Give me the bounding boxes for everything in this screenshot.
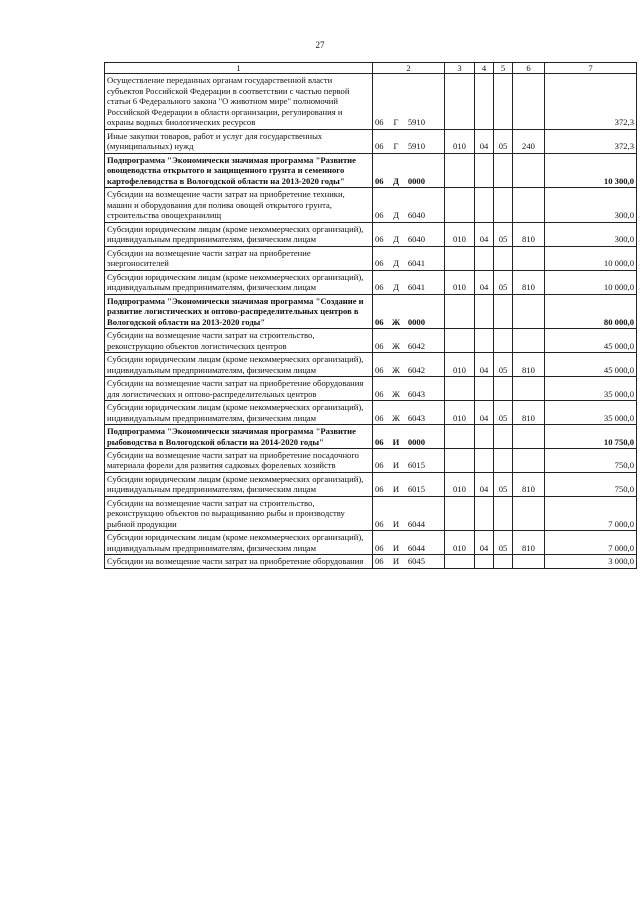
row-col-5: 05 xyxy=(494,129,513,153)
code-part-a: 06 xyxy=(375,484,384,495)
row-sum: 300,0 xyxy=(545,222,637,246)
row-col-6 xyxy=(513,425,545,449)
row-col-5: 05 xyxy=(494,353,513,377)
code-part-b: Д xyxy=(393,175,399,186)
row-sum: 45 000,0 xyxy=(545,353,637,377)
row-name: Подпрограмма "Экономически значимая программа "Развитие рыбоводства в Вологодской области на 2014-2020 годы" xyxy=(105,425,373,449)
row-sum: 372,3 xyxy=(545,74,637,129)
row-sum: 10 300,0 xyxy=(545,153,637,187)
row-col-5 xyxy=(494,496,513,530)
row-col-5: 05 xyxy=(494,270,513,294)
table-row xyxy=(105,555,637,568)
row-col-5 xyxy=(494,188,513,222)
row-sum: 7 000,0 xyxy=(545,496,637,530)
row-col-6 xyxy=(513,496,545,530)
code-part-a: 06 xyxy=(375,340,384,351)
code-part-c: 6040 xyxy=(407,234,425,245)
row-code xyxy=(373,496,445,530)
code-part-c: 6041 xyxy=(407,258,425,269)
row-col-3 xyxy=(445,153,475,187)
row-code xyxy=(373,472,445,496)
row-sum: 750,0 xyxy=(545,472,637,496)
row-col-6: 810 xyxy=(513,531,545,555)
code-part-c: 0000 xyxy=(407,316,425,327)
row-col-5 xyxy=(494,425,513,449)
table-row xyxy=(105,129,637,153)
code-part-b: Ж xyxy=(392,340,400,351)
table-row xyxy=(105,74,637,129)
row-col-5 xyxy=(494,294,513,328)
code-part-c: 5910 xyxy=(407,117,425,128)
table-row xyxy=(105,472,637,496)
row-col-3 xyxy=(445,496,475,530)
row-code xyxy=(373,353,445,377)
row-col-3 xyxy=(445,74,475,129)
table-row xyxy=(105,377,637,401)
table-row xyxy=(105,246,637,270)
code-part-c: 5910 xyxy=(407,141,425,152)
code-part-b: Ж xyxy=(392,412,400,423)
code-part-c: 6043 xyxy=(407,388,425,399)
code-part-b: Д xyxy=(393,258,399,269)
row-name: Иные закупки товаров, работ и услуг для государственных (муниципальных) нужд xyxy=(105,129,373,153)
code-part-c: 6042 xyxy=(407,340,425,351)
budget-table xyxy=(104,62,637,569)
row-col-4 xyxy=(475,74,494,129)
table-row xyxy=(105,425,637,449)
code-part-a: 06 xyxy=(375,141,384,152)
row-col-6: 810 xyxy=(513,401,545,425)
row-col-6 xyxy=(513,188,545,222)
row-name: Осуществление переданных органам государственной власти субъектов Российской Федерации в соответствии с частью первой статьи 6 Федерального закона "О животном мире" полномочий Российской Федерации в области организации, регулирования и охраны водных биологических ресурсов xyxy=(105,74,373,129)
row-name: Подпрограмма "Экономически значимая программа "Развитие овощеводства открытого и защищенного грунта и семенного картофелеводства в Вологодской области на 2013-2020 годы" xyxy=(105,153,373,187)
code-part-b: И xyxy=(392,518,400,529)
code-part-b: Г xyxy=(393,141,399,152)
row-col-5 xyxy=(494,329,513,353)
row-col-6 xyxy=(513,377,545,401)
row-col-3: 010 xyxy=(445,129,475,153)
row-code xyxy=(373,222,445,246)
row-code xyxy=(373,531,445,555)
row-col-3: 010 xyxy=(445,222,475,246)
code-part-c: 6040 xyxy=(407,210,425,221)
code-part-b: Г xyxy=(393,117,399,128)
row-code xyxy=(373,129,445,153)
row-col-3: 010 xyxy=(445,270,475,294)
code-part-c: 6041 xyxy=(407,282,425,293)
header-cell-6: 6 xyxy=(513,63,545,74)
row-col-3 xyxy=(445,329,475,353)
row-col-6: 810 xyxy=(513,222,545,246)
row-col-4: 04 xyxy=(475,472,494,496)
row-col-6 xyxy=(513,74,545,129)
row-sum: 372,3 xyxy=(545,129,637,153)
row-name: Субсидии юридическим лицам (кроме некоммерческих организаций), индивидуальным предпринимателям, физическим лицам xyxy=(105,531,373,555)
row-col-3 xyxy=(445,555,475,568)
row-col-4: 04 xyxy=(475,531,494,555)
row-col-6: 810 xyxy=(513,270,545,294)
row-col-4: 04 xyxy=(475,401,494,425)
row-col-3 xyxy=(445,246,475,270)
code-part-b: Ж xyxy=(392,364,400,375)
table-row xyxy=(105,270,637,294)
row-col-6 xyxy=(513,153,545,187)
table-row xyxy=(105,188,637,222)
table-row xyxy=(105,448,637,472)
row-col-3 xyxy=(445,294,475,328)
code-part-a: 06 xyxy=(375,117,384,128)
header-cell-7: 7 xyxy=(545,63,637,74)
row-col-4 xyxy=(475,377,494,401)
row-col-3: 010 xyxy=(445,353,475,377)
table-row xyxy=(105,153,637,187)
row-col-4 xyxy=(475,294,494,328)
row-name: Подпрограмма "Экономически значимая программа "Создание и развитие логистических и оптово-распределительных центров в Вологодской области на 2013-2020 годы" xyxy=(105,294,373,328)
row-name: Субсидии на возмещение части затрат на строительство, реконструкцию объектов по выращиванию рыбы и производству рыбной продукции xyxy=(105,496,373,530)
code-part-a: 06 xyxy=(375,258,384,269)
row-col-4: 04 xyxy=(475,270,494,294)
row-sum: 45 000,0 xyxy=(545,329,637,353)
header-cell-3: 3 xyxy=(445,63,475,74)
row-col-3 xyxy=(445,377,475,401)
row-sum: 3 000,0 xyxy=(545,555,637,568)
header-cell-5: 5 xyxy=(494,63,513,74)
code-part-b: Д xyxy=(393,210,399,221)
row-col-4: 04 xyxy=(475,129,494,153)
table-row xyxy=(105,222,637,246)
row-code xyxy=(373,401,445,425)
row-col-3: 010 xyxy=(445,472,475,496)
row-code xyxy=(373,555,445,568)
row-col-5 xyxy=(494,246,513,270)
code-part-a: 06 xyxy=(375,388,384,399)
table-row xyxy=(105,401,637,425)
row-col-4 xyxy=(475,329,494,353)
row-name: Субсидии юридическим лицам (кроме некоммерческих организаций), индивидуальным предпринимателям, физическим лицам xyxy=(105,353,373,377)
row-name: Субсидии на возмещение части затрат на строительство, реконструкцию объектов логистических центров xyxy=(105,329,373,353)
code-part-b: И xyxy=(392,556,400,567)
row-code xyxy=(373,74,445,129)
row-name: Субсидии на возмещение части затрат на приобретение оборудования для логистических и оптово-распределительных центров xyxy=(105,377,373,401)
row-col-5 xyxy=(494,448,513,472)
row-name: Субсидии на возмещение части затрат на приобретение оборудования xyxy=(105,555,373,568)
row-name: Субсидии юридическим лицам (кроме некоммерческих организаций), индивидуальным предпринимателям, физическим лицам xyxy=(105,270,373,294)
table-row xyxy=(105,329,637,353)
row-col-4 xyxy=(475,555,494,568)
code-part-a: 06 xyxy=(375,175,384,186)
row-code xyxy=(373,153,445,187)
row-col-5 xyxy=(494,74,513,129)
code-part-b: Ж xyxy=(392,388,400,399)
row-col-6 xyxy=(513,294,545,328)
row-sum: 750,0 xyxy=(545,448,637,472)
code-part-c: 6044 xyxy=(407,542,425,553)
row-col-5: 05 xyxy=(494,472,513,496)
row-col-6 xyxy=(513,448,545,472)
row-col-5: 05 xyxy=(494,531,513,555)
code-part-c: 6042 xyxy=(407,364,425,375)
row-col-4 xyxy=(475,496,494,530)
code-part-c: 0000 xyxy=(407,436,425,447)
row-col-4 xyxy=(475,188,494,222)
row-col-4 xyxy=(475,153,494,187)
code-part-c: 6044 xyxy=(407,518,425,529)
row-col-5: 05 xyxy=(494,401,513,425)
code-part-b: Д xyxy=(393,282,399,293)
row-code xyxy=(373,246,445,270)
row-code xyxy=(373,448,445,472)
row-sum: 300,0 xyxy=(545,188,637,222)
row-sum: 10 000,0 xyxy=(545,246,637,270)
row-sum: 80 000,0 xyxy=(545,294,637,328)
row-name: Субсидии на возмещение части затрат на приобретение техники, машин и оборудования для полива овощей открытого грунта, строительства овощехранилищ xyxy=(105,188,373,222)
row-col-6 xyxy=(513,555,545,568)
row-col-5: 05 xyxy=(494,222,513,246)
code-part-a: 06 xyxy=(375,234,384,245)
row-col-5 xyxy=(494,153,513,187)
row-col-6 xyxy=(513,246,545,270)
code-part-b: И xyxy=(392,542,400,553)
row-name: Субсидии на возмещение части затрат на приобретение энергоносителей xyxy=(105,246,373,270)
code-part-a: 06 xyxy=(375,460,384,471)
row-col-4 xyxy=(475,246,494,270)
row-name: Субсидии юридическим лицам (кроме некоммерческих организаций), индивидуальным предпринимателям, физическим лицам xyxy=(105,401,373,425)
row-code xyxy=(373,425,445,449)
row-sum: 35 000,0 xyxy=(545,401,637,425)
code-part-b: И xyxy=(392,484,400,495)
code-part-b: И xyxy=(392,460,400,471)
code-part-b: Ж xyxy=(391,316,401,327)
table-header-row xyxy=(105,63,637,74)
header-cell-2: 2 xyxy=(373,63,445,74)
table-row xyxy=(105,294,637,328)
row-col-3 xyxy=(445,448,475,472)
code-part-a: 06 xyxy=(375,436,384,447)
row-col-6 xyxy=(513,329,545,353)
table-row xyxy=(105,531,637,555)
row-col-3: 010 xyxy=(445,531,475,555)
code-part-a: 06 xyxy=(375,282,384,293)
row-col-6: 240 xyxy=(513,129,545,153)
table-row xyxy=(105,496,637,530)
code-part-a: 06 xyxy=(375,412,384,423)
row-col-4: 04 xyxy=(475,353,494,377)
header-cell-4: 4 xyxy=(475,63,494,74)
row-sum: 7 000,0 xyxy=(545,531,637,555)
code-part-c: 6045 xyxy=(407,556,425,567)
row-code xyxy=(373,377,445,401)
row-name: Субсидии на возмещение части затрат на приобретение посадочного материала форели для развития садковых форелевых хозяйств xyxy=(105,448,373,472)
code-part-a: 06 xyxy=(375,210,384,221)
row-name: Субсидии юридическим лицам (кроме некоммерческих организаций), индивидуальным предпринимателям, физическим лицам xyxy=(105,222,373,246)
row-col-4 xyxy=(475,448,494,472)
code-part-a: 06 xyxy=(375,364,384,375)
page-number: 27 xyxy=(315,40,325,50)
row-code xyxy=(373,329,445,353)
row-code xyxy=(373,294,445,328)
header-cell-1: 1 xyxy=(105,63,373,74)
row-code xyxy=(373,270,445,294)
code-part-c: 6043 xyxy=(407,412,425,423)
row-col-6: 810 xyxy=(513,472,545,496)
code-part-a: 06 xyxy=(375,518,384,529)
row-name: Субсидии юридическим лицам (кроме некоммерческих организаций), индивидуальным предпринимателям, физическим лицам xyxy=(105,472,373,496)
row-col-6: 810 xyxy=(513,353,545,377)
table-row xyxy=(105,353,637,377)
row-col-5 xyxy=(494,377,513,401)
code-part-b: Д xyxy=(393,234,399,245)
code-part-a: 06 xyxy=(375,542,384,553)
code-part-b: И xyxy=(392,436,400,447)
row-col-4 xyxy=(475,425,494,449)
row-col-3: 010 xyxy=(445,401,475,425)
row-code xyxy=(373,188,445,222)
code-part-a: 06 xyxy=(375,316,384,327)
row-col-5 xyxy=(494,555,513,568)
row-col-3 xyxy=(445,425,475,449)
code-part-c: 0000 xyxy=(407,175,425,186)
row-sum: 10 000,0 xyxy=(545,270,637,294)
row-col-3 xyxy=(445,188,475,222)
row-sum: 10 750,0 xyxy=(545,425,637,449)
code-part-a: 06 xyxy=(375,556,384,567)
code-part-c: 6015 xyxy=(407,460,425,471)
code-part-c: 6015 xyxy=(407,484,425,495)
row-col-4: 04 xyxy=(475,222,494,246)
row-sum: 35 000,0 xyxy=(545,377,637,401)
